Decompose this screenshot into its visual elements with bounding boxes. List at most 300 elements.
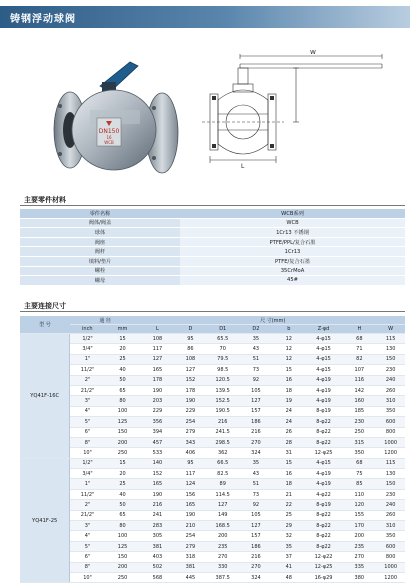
table-cell: 105: [239, 510, 273, 520]
table-cell: 11/2": [70, 489, 105, 499]
table-cell: 117: [140, 344, 174, 354]
table-cell: 51: [239, 354, 273, 364]
table-cell: 318: [174, 552, 206, 562]
table-cell: 4-φ15: [305, 365, 343, 375]
column-header: b: [273, 325, 305, 334]
table-cell: 4-φ22: [305, 489, 343, 499]
table-cell: 24: [273, 417, 305, 427]
table-cell: 8-φ22: [305, 510, 343, 520]
table-row: [20, 552, 405, 562]
table-cell: 165: [140, 479, 174, 489]
table-cell: 800: [376, 552, 405, 562]
table-cell: 48: [273, 572, 305, 582]
table-cell: 279: [174, 541, 206, 551]
table-cell: 200: [105, 437, 141, 447]
table-cell: 568: [140, 572, 174, 582]
table-cell: 254: [174, 417, 206, 427]
table-cell: 6": [70, 427, 105, 437]
table-cell: 152: [140, 469, 174, 479]
table-cell: 178: [174, 385, 206, 395]
table-row: [20, 479, 405, 489]
inch-header: inch: [70, 325, 105, 334]
table-cell: 185: [342, 406, 376, 416]
table-cell: 124: [174, 479, 206, 489]
table-row: [20, 247, 405, 257]
table-cell: 31: [273, 448, 305, 458]
table-cell: 85: [342, 479, 376, 489]
table-cell: 116: [342, 375, 376, 385]
table-cell: 140: [140, 458, 174, 468]
table-cell: 4-φ15: [305, 344, 343, 354]
table-cell: 250: [342, 427, 376, 437]
column-header: H: [342, 325, 376, 334]
table-cell: 335: [342, 562, 376, 572]
model-cell: YQ41F-16C: [20, 334, 70, 459]
table-row: [20, 427, 405, 437]
table-cell: 4-φ15: [305, 458, 343, 468]
materials-header-value: WCB系列: [180, 209, 405, 218]
table-cell: 800: [376, 427, 405, 437]
table-cell: 20: [105, 344, 141, 354]
table-row: [20, 458, 405, 468]
table-cell: 4-φ15: [305, 334, 343, 344]
table-cell: 1000: [376, 437, 405, 447]
column-header: D2: [239, 325, 273, 334]
material-value: 35CrMoA: [180, 266, 405, 276]
table-cell: 229: [140, 406, 174, 416]
table-cell: 156: [174, 489, 206, 499]
table-cell: 73: [239, 365, 273, 375]
column-header: W: [376, 325, 405, 334]
table-cell: 4-φ19: [305, 375, 343, 385]
table-cell: 1200: [376, 572, 405, 582]
material-part: 阀座: [20, 237, 180, 247]
table-cell: 356: [140, 417, 174, 427]
table-cell: 21/2": [70, 385, 105, 395]
table-cell: 139.5: [206, 385, 238, 395]
table-cell: 445: [174, 572, 206, 582]
table-cell: 4-φ19: [305, 479, 343, 489]
table-cell: 8": [70, 562, 105, 572]
bore-header: 通 径: [70, 316, 141, 325]
table-cell: 35: [239, 334, 273, 344]
table-cell: 25: [105, 479, 141, 489]
table-cell: 283: [140, 521, 174, 531]
valve-section-drawing: [200, 50, 395, 170]
table-cell: 82: [342, 354, 376, 364]
material-part: 阀杆: [20, 247, 180, 257]
table-cell: 381: [140, 541, 174, 551]
table-cell: 4": [70, 531, 105, 541]
table-cell: 250: [105, 448, 141, 458]
table-cell: 29: [273, 521, 305, 531]
table-cell: 165: [140, 365, 174, 375]
table-cell: 170: [342, 521, 376, 531]
table-row: [20, 237, 405, 247]
table-cell: 68: [342, 458, 376, 468]
table-cell: 260: [376, 510, 405, 520]
table-cell: 230: [376, 489, 405, 499]
material-value: WCB: [180, 218, 405, 228]
table-cell: 127: [239, 521, 273, 531]
table-cell: 8-φ19: [305, 406, 343, 416]
plate-text-2: 16: [106, 135, 112, 140]
table-cell: 115: [376, 458, 405, 468]
table-cell: 108: [140, 334, 174, 344]
table-cell: 387.5: [206, 572, 238, 582]
dimensions-rule: [20, 311, 405, 312]
table-cell: 1/2": [70, 334, 105, 344]
table-row: [20, 228, 405, 238]
column-header: D1: [206, 325, 238, 334]
table-cell: 190: [140, 489, 174, 499]
table-cell: 105: [239, 385, 273, 395]
table-cell: 37: [273, 552, 305, 562]
table-cell: 11/2": [70, 365, 105, 375]
title-banner: [0, 6, 410, 28]
table-cell: 142: [342, 385, 376, 395]
table-cell: 22: [273, 500, 305, 510]
material-part: 球体: [20, 228, 180, 238]
table-cell: 41: [273, 562, 305, 572]
valve-photo: [42, 48, 192, 183]
table-cell: 1200: [376, 448, 405, 458]
table-cell: 149: [206, 510, 238, 520]
table-cell: 68: [342, 334, 376, 344]
materials-rule: [20, 205, 405, 206]
table-row: [20, 572, 405, 582]
table-cell: 21: [273, 489, 305, 499]
table-cell: 150: [376, 354, 405, 364]
table-cell: 82.5: [206, 469, 238, 479]
column-header: D: [174, 325, 206, 334]
table-cell: 350: [342, 448, 376, 458]
table-cell: 165: [174, 500, 206, 510]
table-cell: 160: [342, 396, 376, 406]
table-cell: 127: [140, 354, 174, 364]
table-cell: 200: [105, 562, 141, 572]
mm-header: mm: [105, 325, 141, 334]
table-row: [20, 266, 405, 276]
table-cell: 80: [105, 521, 141, 531]
materials-header-row: [20, 209, 405, 218]
table-cell: 73: [239, 489, 273, 499]
sizes-header: 尺 寸(mm): [140, 316, 405, 325]
table-row: [20, 218, 405, 228]
table-cell: 203: [140, 396, 174, 406]
table-cell: 95: [174, 458, 206, 468]
table-row: [20, 344, 405, 354]
table-cell: 19: [273, 396, 305, 406]
table-cell: 190: [174, 396, 206, 406]
table-cell: 4-φ19: [305, 385, 343, 395]
table-cell: 18: [273, 479, 305, 489]
table-cell: 51: [239, 479, 273, 489]
table-cell: 12: [273, 344, 305, 354]
table-cell: 5": [70, 541, 105, 551]
table-cell: 260: [376, 385, 405, 395]
table-cell: 86: [174, 344, 206, 354]
table-cell: 406: [174, 448, 206, 458]
table-cell: 168.5: [206, 521, 238, 531]
dim-l-label: L: [241, 163, 245, 170]
table-cell: 362: [206, 448, 238, 458]
table-cell: 380: [342, 572, 376, 582]
table-cell: 270: [239, 562, 273, 572]
table-row: [20, 417, 405, 427]
table-cell: 18: [273, 385, 305, 395]
material-value: PTFE/复合石墨: [180, 256, 405, 266]
material-value: 45#: [180, 276, 405, 286]
table-cell: 107: [342, 365, 376, 375]
table-cell: 43: [239, 469, 273, 479]
table-cell: 4": [70, 406, 105, 416]
table-row: [20, 354, 405, 364]
table-cell: 4-φ19: [305, 469, 343, 479]
table-cell: 40: [105, 365, 141, 375]
table-cell: 20: [105, 469, 141, 479]
table-cell: 65.5: [206, 334, 238, 344]
material-value: PTFE/PPL/复合石墨: [180, 237, 405, 247]
table-row: [20, 489, 405, 499]
material-part: 阀体/阀盖: [20, 218, 180, 228]
table-cell: 8-φ22: [305, 531, 343, 541]
materials-table: [20, 209, 405, 286]
table-cell: 241: [140, 510, 174, 520]
table-cell: 3/4": [70, 344, 105, 354]
table-cell: 25: [105, 354, 141, 364]
plate-text: DN150: [98, 128, 120, 135]
table-cell: 3": [70, 521, 105, 531]
table-cell: 210: [174, 521, 206, 531]
table-cell: 2": [70, 375, 105, 385]
dimensions-table: [20, 316, 405, 583]
table-row: [20, 541, 405, 551]
table-cell: 10": [70, 448, 105, 458]
table-cell: 95: [174, 334, 206, 344]
table-cell: 125: [105, 417, 141, 427]
table-cell: 200: [342, 531, 376, 541]
table-cell: 155: [342, 510, 376, 520]
model-header: 型 号: [20, 316, 70, 334]
table-cell: 89: [206, 479, 238, 489]
table-cell: 130: [376, 344, 405, 354]
table-cell: 115: [376, 334, 405, 344]
table-row: [20, 365, 405, 375]
table-cell: 16: [273, 375, 305, 385]
table-cell: 229: [174, 406, 206, 416]
table-cell: 250: [105, 572, 141, 582]
table-cell: 381: [174, 562, 206, 572]
table-cell: 12-φ22: [305, 552, 343, 562]
table-cell: 150: [105, 427, 141, 437]
table-cell: 8-φ22: [305, 521, 343, 531]
table-cell: 240: [376, 375, 405, 385]
materials-title: 主要零件材料: [24, 196, 66, 204]
table-cell: 12-φ25: [305, 448, 343, 458]
table-row: [20, 448, 405, 458]
table-cell: 216: [206, 417, 238, 427]
table-cell: 92: [239, 375, 273, 385]
table-cell: 330: [206, 562, 238, 572]
table-cell: 8-φ22: [305, 417, 343, 427]
table-cell: 127: [239, 396, 273, 406]
table-cell: 3/4": [70, 469, 105, 479]
table-cell: 127: [174, 365, 206, 375]
table-cell: 12: [273, 354, 305, 364]
table-cell: 24: [273, 406, 305, 416]
table-cell: 279: [174, 427, 206, 437]
table-cell: 100: [105, 531, 141, 541]
table-cell: 190: [140, 385, 174, 395]
table-cell: 10": [70, 572, 105, 582]
table-row: [20, 500, 405, 510]
plate-text-3: WCB: [104, 140, 114, 145]
material-value: 1Cr13: [180, 247, 405, 257]
table-cell: 40: [105, 489, 141, 499]
table-cell: 457: [140, 437, 174, 447]
table-cell: 324: [239, 448, 273, 458]
table-row: [20, 531, 405, 541]
table-row: [20, 521, 405, 531]
table-cell: 65: [105, 510, 141, 520]
table-cell: 120.5: [206, 375, 238, 385]
table-cell: 75: [342, 469, 376, 479]
table-cell: 150: [376, 479, 405, 489]
dim-w-label: W: [310, 50, 316, 56]
table-cell: 190: [174, 510, 206, 520]
table-cell: 2": [70, 500, 105, 510]
table-cell: 16: [273, 469, 305, 479]
table-cell: 235: [206, 541, 238, 551]
table-cell: 15: [105, 458, 141, 468]
table-cell: 79.5: [206, 354, 238, 364]
table-cell: 241.5: [206, 427, 238, 437]
table-cell: 315: [342, 437, 376, 447]
table-cell: 343: [174, 437, 206, 447]
table-cell: 28: [273, 437, 305, 447]
material-part: 填料/垫片: [20, 256, 180, 266]
table-cell: 324: [239, 572, 273, 582]
table-row: [20, 406, 405, 416]
table-cell: 1": [70, 354, 105, 364]
table-cell: 3": [70, 396, 105, 406]
table-row: [20, 334, 405, 344]
dimensions-title: 主要连接尺寸: [24, 302, 66, 310]
table-cell: 157: [239, 531, 273, 541]
table-row: [20, 276, 405, 286]
table-cell: 15: [105, 334, 141, 344]
table-cell: 43: [239, 344, 273, 354]
table-cell: 65: [105, 385, 141, 395]
table-cell: 298.5: [206, 437, 238, 447]
table-cell: 66.5: [206, 458, 238, 468]
table-cell: 1/2": [70, 458, 105, 468]
table-row: [20, 256, 405, 266]
table-cell: 5": [70, 417, 105, 427]
table-cell: 1": [70, 479, 105, 489]
table-cell: 6": [70, 552, 105, 562]
table-cell: 403: [140, 552, 174, 562]
table-row: [20, 375, 405, 385]
table-cell: 350: [376, 531, 405, 541]
table-cell: 70: [206, 344, 238, 354]
table-cell: 8-φ22: [305, 427, 343, 437]
table-cell: 152.5: [206, 396, 238, 406]
table-cell: 50: [105, 500, 141, 510]
table-cell: 21/2": [70, 510, 105, 520]
table-cell: 12: [273, 334, 305, 344]
table-cell: 254: [174, 531, 206, 541]
table-cell: 230: [342, 417, 376, 427]
table-cell: 310: [376, 521, 405, 531]
table-cell: 200: [206, 531, 238, 541]
table-cell: 8-φ22: [305, 541, 343, 551]
table-cell: 394: [140, 427, 174, 437]
table-cell: 235: [342, 541, 376, 551]
table-cell: 35: [239, 458, 273, 468]
table-cell: 50: [105, 375, 141, 385]
table-cell: 1000: [376, 562, 405, 572]
table-row: [20, 510, 405, 520]
table-cell: 186: [239, 541, 273, 551]
table-cell: 15: [273, 458, 305, 468]
page-title: 铸钢浮动球阀: [10, 14, 76, 25]
table-cell: 305: [140, 531, 174, 541]
table-row: [20, 385, 405, 395]
table-cell: 502: [140, 562, 174, 572]
table-cell: 100: [105, 406, 141, 416]
table-cell: 310: [376, 396, 405, 406]
table-cell: 120: [342, 500, 376, 510]
table-cell: 8": [70, 437, 105, 447]
material-part: 螺栓: [20, 266, 180, 276]
table-cell: 270: [342, 552, 376, 562]
table-cell: 186: [239, 417, 273, 427]
table-cell: 16-φ29: [305, 572, 343, 582]
table-cell: 533: [140, 448, 174, 458]
table-cell: 600: [376, 541, 405, 551]
table-cell: 4-φ19: [305, 396, 343, 406]
table-cell: 4-φ15: [305, 354, 343, 364]
table-cell: 114.5: [206, 489, 238, 499]
table-row: [20, 437, 405, 447]
table-cell: 157: [239, 406, 273, 416]
model-cell: YQ41F-25: [20, 458, 70, 583]
table-cell: 8-φ22: [305, 437, 343, 447]
table-cell: 117: [174, 469, 206, 479]
table-cell: 240: [376, 500, 405, 510]
material-part: 螺母: [20, 276, 180, 286]
table-cell: 15: [273, 365, 305, 375]
table-header-row: [20, 316, 405, 325]
table-cell: 130: [376, 469, 405, 479]
table-cell: 35: [273, 541, 305, 551]
table-cell: 216: [140, 500, 174, 510]
table-cell: 8-φ19: [305, 500, 343, 510]
column-header: Z-φd: [305, 325, 343, 334]
table-cell: 98.5: [206, 365, 238, 375]
table-cell: 125: [105, 541, 141, 551]
table-header-row: [20, 325, 405, 334]
table-cell: 152: [174, 375, 206, 385]
table-cell: 216: [239, 427, 273, 437]
table-row: [20, 469, 405, 479]
table-cell: 270: [239, 437, 273, 447]
table-row: [20, 396, 405, 406]
table-cell: 127: [206, 500, 238, 510]
table-cell: 178: [140, 375, 174, 385]
